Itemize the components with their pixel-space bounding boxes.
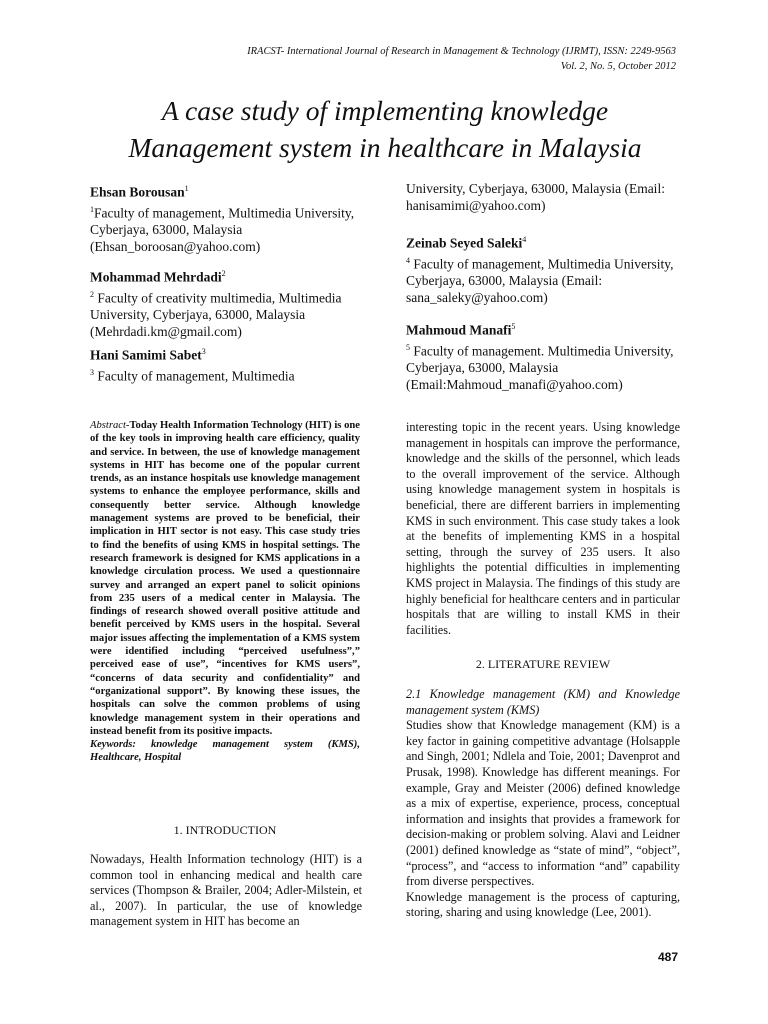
intro-continued-text: interesting topic in the recent years. Using knowledge management in hospitals can improve the performance, knowledge and the skills of the personnel, which leads to the overall improvement of the service. Although using knowledge management system in hospitals is beneficial, there are different barriers in implementing KMS in such environment. This case study takes a look at the benefits of implementing KMS in a hospital setting, through the survey of 235 users. It also highlights the potential difficulties in implementing KMS project in Malaysia. The findings of this study are highly beneficial for healthcare centers and in particular hospitals that are willing to install KMS in their facilities.: [406, 420, 680, 637]
author-name: Zeinab Seyed Saleki: [406, 235, 523, 251]
paper-title-line1: A case study of implementing knowledge: [161, 95, 609, 126]
author-block-3-cont: [406, 180, 682, 214]
author-name: Hani Samimi Sabet: [90, 347, 202, 363]
paper-title-line2: Management system in healthcare in Malaysia: [128, 132, 642, 163]
abstract-label: Abstract-: [90, 420, 130, 431]
author-name: Mahmoud Manafi: [406, 322, 512, 338]
literature-paragraph-1: Studies show that Knowledge management (KM) is a key factor in gaining competitive advantage (Holsapple and Singh, 2001; Ndlela and Toie, 2001; Davenprot and Prusak, 1998). Knowledge has different meanings. For example, Gray and Meister (2006) defined knowledge as a mix of expertise, experience, process, conceptual information and insights that provides a framework for decision-making or problem solving. Alavi and Leidner (2001) defined knowledge as “state of mind”, “object”, “process”, and “access to information “and” capability from diverse perspectives.: [406, 718, 680, 889]
author-affiliation: $^1$Faculty of management, Multimedia University, Cyberjaya, 63000, Malaysia (Ehsan_boroosan@yahoo.com): [90, 204, 355, 254]
author-affiliation: $^5$ Faculty of management. Multimedia University, Cyberjaya, 63000, Malaysia (Email:Mahmoud_manafi@yahoo.com): [406, 342, 674, 392]
author-affiliation: $^3$ Faculty of management, Multimedia: [90, 367, 295, 383]
author-affiliation: University, Cyberjaya, 63000, Malaysia (Email: hanisamimi@yahoo.com): [406, 181, 665, 213]
author-affiliation: $^4$ Faculty of management, Multimedia University, Cyberjaya, 63000, Malaysia (Email: sana_saleky@yahoo.com): [406, 255, 674, 305]
introduction-heading: 1. INTRODUCTION: [173, 823, 277, 837]
author-block-4: Zeinab Seyed Saleki$^4$ $^4$ Faculty of management, Multimedia University, Cyberjaya, 63000, Malaysia (Email: sana_saleky@yahoo.com): [406, 231, 682, 306]
keywords-text: knowledge management system (KMS), Healthcare, Hospital: [90, 739, 360, 764]
author-name: Mohammad Mehrdadi: [90, 269, 222, 285]
author-block-2: Mohammad Mehrdadi$^2$ $^2$ Faculty of creativity multimedia, Multimedia University, Cyberjaya, 63000, Malaysia (Mehrdadi.km@gmail.com): [90, 265, 360, 340]
author-affiliation: $^2$ Faculty of creativity multimedia, Multimedia University, Cyberjaya, 63000, Malaysia (Mehrdadi.km@gmail.com): [90, 289, 342, 339]
journal-header: IRACST- International Journal of Research in Management & Technology (IJRMT), ISSN: 2249-9563: [247, 46, 676, 57]
literature-paragraph-2: Knowledge management is the process of capturing, storing, sharing and using knowledge (Lee, 2001).: [406, 889, 680, 920]
literature-review-heading: 2. LITERATURE REVIEW: [475, 657, 611, 671]
literature-review-body: [406, 687, 680, 921]
abstract-text: Today Health Information Technology (HIT) is one of the key tools in improving health care efficiency, quality and service. In between, the use of knowledge management systems in HIT has become one of the popular current trends, as an instance hospitals use knowledge management systems to enhance the employee performance, skills and consequently better service. Although knowledge management systems are proved to be beneficial, their implication in HIT sector is not easy. This case study tries to find the benefits of using KMS in hospital settings. The research framework is designed for KMS applications in a knowledge circulation process. We used a questionnaire survey and arranged an expert panel to solicit opinions from 235 users of a medical center in Malaysia. The findings of research showed overall positive attitude and benefit perceived by KMS users in the hospital. Several major issues affecting the implementation of a KMS system were identified including “perceived usefulness”,” perceived ease of use”, “incentives for KMS users”, “concerns of data security and confidentiality” and “organizational support”. By knowing these issues, the hospitals can solve the common problems of using knowledge management system in their operations and instead benefit from its positive impacts.: [90, 420, 360, 737]
abstract: [90, 419, 360, 765]
author-block-3: Hani Samimi Sabet$^3$ $^3$ Faculty of management, Multimedia: [90, 343, 360, 384]
author-name: Ehsan Borousan: [90, 184, 185, 200]
author-block-5: Mahmoud Manafi$^5$ $^5$ Faculty of management. Multimedia University, Cyberjaya, 63000, Malaysia (Email:Mahmoud_manafi@yahoo.com): [406, 318, 682, 393]
introduction-text: Nowadays, Health Information technology (HIT) is a common tool in enhancing medical and health care services (Thompson & Brailer, 2004; Adler-Milstein, et al., 2007). In particular, the use of knowledge management system in HIT has become an: [90, 852, 362, 929]
journal-volume: Vol. 2, No. 5, October 2012: [560, 61, 676, 72]
keywords-label: Keywords:: [90, 739, 136, 751]
subsection-heading: 2.1 Knowledge management (KM) and Knowledge management system (KMS): [406, 687, 680, 717]
author-block-1: Ehsan Borousan$^1$ $^1$Faculty of management, Multimedia University, Cyberjaya, 63000, Malaysia (Ehsan_boroosan@yahoo.com): [90, 180, 360, 255]
page-number: 487: [657, 950, 678, 964]
